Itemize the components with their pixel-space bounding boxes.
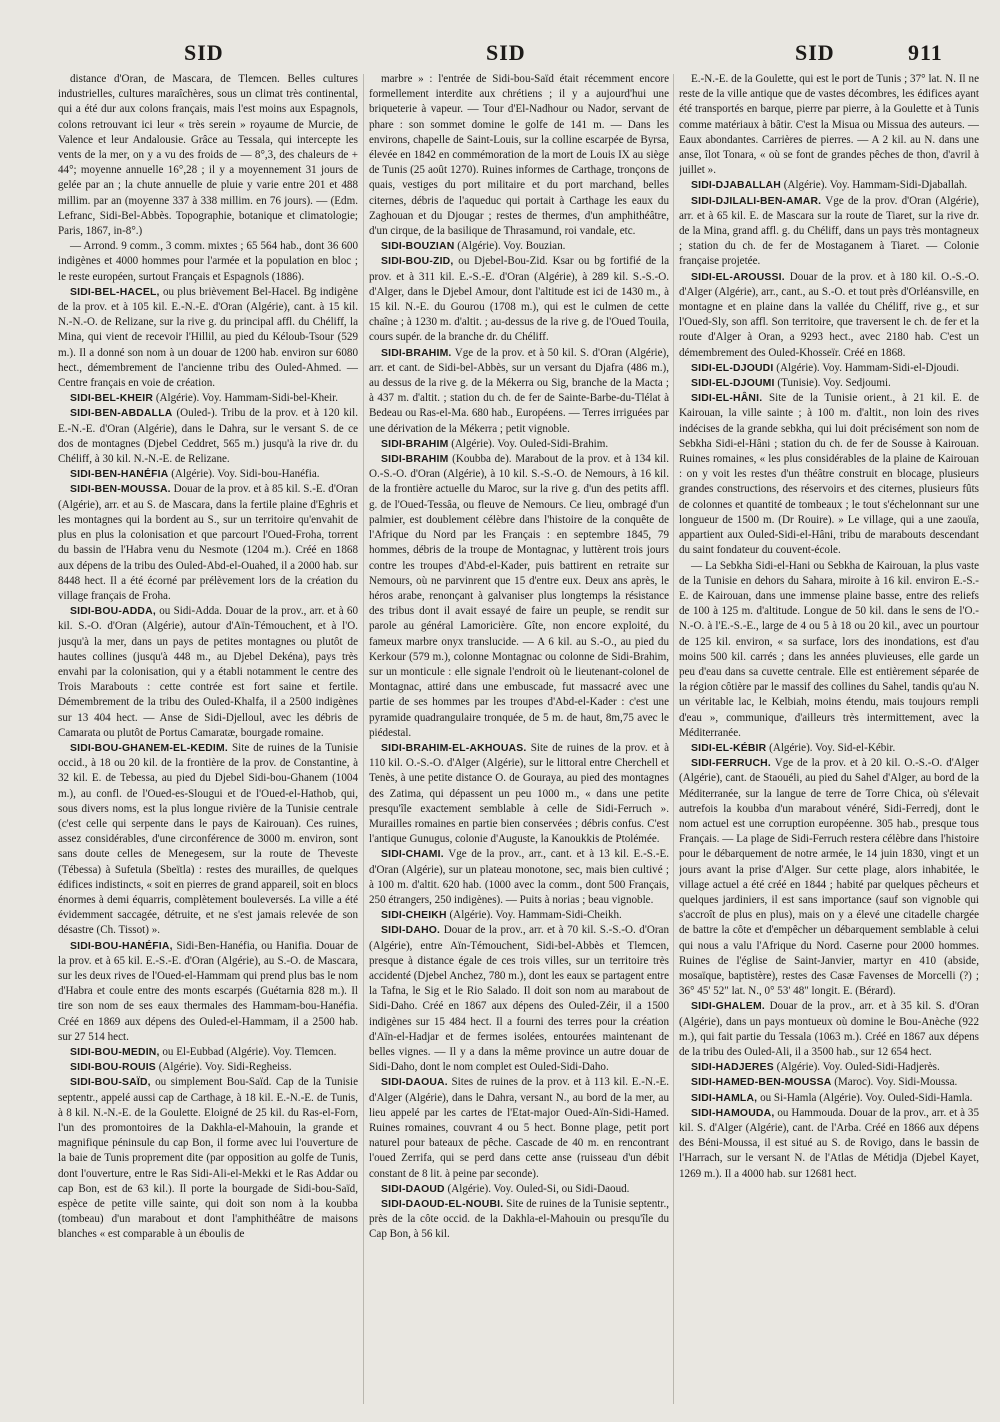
entry-text: (Algérie). Voy. Sid-el-Kébir.: [769, 741, 896, 754]
entry-text: ou El-Eubbad (Algérie). Voy. Tlemcen.: [162, 1046, 337, 1058]
entry-text: (Algérie). Voy. Ouled-Sidi-Hadjerès.: [776, 1061, 940, 1074]
entry-text: (Algérie). Voy. Ouled-Si, ou Sidi-Daoud.: [447, 1182, 630, 1195]
entry-headword: SIDI-CHEIKH: [381, 910, 447, 922]
entry-text: — Arrond. 9 comm., 3 comm. mixtes ; 65 564 hab., dont 36 600 indigènes et 4000 hommes pour l'armée et la population en bloc ; le reste européen, surtout Français et Espagnols (1886).: [58, 240, 358, 283]
dictionary-entry: [679, 1075, 979, 1090]
dictionary-entry: [58, 604, 358, 741]
entry-text: Site de ruines de la prov. et à 110 kil. O.-S.-O. d'Alger (Algérie), sur le littoral entre Cherchell et Tenès, à une petite distance O. de Gouraya, au pied des montagnes des Zatima, qui dépassent un peu 1000 m., « dans une petite presqu'île exactement semblable à celle de Sidi-Ferruch ». Murailles romaines en partie bien conservées ; débris confus. C'est l'antique Gunugus, colonie d'Auguste, la Kanoukkis de Ptolémée.: [369, 741, 669, 846]
dictionary-entry: [369, 908, 669, 923]
entry-headword: SIDI-DAOUD-EL-NOUBI.: [381, 1199, 504, 1211]
dictionary-entry: [369, 437, 669, 452]
running-head-right: SID: [795, 40, 835, 65]
dictionary-entry: [369, 452, 669, 741]
entry-headword: SIDI-BOU-ADDA,: [70, 606, 156, 618]
entry-text: Vge de la prov. et à 50 kil. S. d'Oran (Algérie), arr. et cant. de Sidi-bel-Abbès, sur un versant du Djafra (486 m.), au dessus de la rive g. de la Mékerra ou Sig, branche de la Macta ; à 437 m. d'altit. ; station du ch. de fer de Sainte-Barbe-du-Tlélat à Bedeau ou Ras-el-Ma. 680 hab., Européens. — Terres irriguées par une dérivation de la Mékerra ; petit vignoble.: [369, 346, 669, 435]
dictionary-entry: [58, 467, 358, 482]
entry-text: Sites de ruines de la prov. et à 113 kil. E.-N.-E. d'Alger (Algérie), dans le Dahra, versant N., au bord de la mer, au lieu appelé par les cartes de l'Etat-major Oued-Aïn-Sidi-Hamed. Ruines romaines, couvrant 4 ou 5 hect. Bonne plage, petit port naturel pour bateaux de pêche. Cascade de 40 m. en rencontrant l'oued Zerrifa, qui se perd dans cette anse (ruisseau d'un débit constant de 8 lit. à peine par seconde).: [369, 1076, 669, 1180]
column-2: [369, 72, 669, 1408]
dictionary-entry: [679, 72, 979, 178]
dictionary-entry: [679, 999, 979, 1060]
entry-text: — La Sebkha Sidi-el-Hani ou Sebkha de Kairouan, la plus vaste de la Tunisie en dehors du Sahara, miroite à 16 kil. environ E.-S.-E. de Kairouan, dans une immense plaine basse, entre des reliefs de 100 à 125 m. d'altitude. Longue de 50 kil. dans le sens de l'O.-N.-O. à l'E.-S.-E., large de 4 ou 5 à 18 ou 20 kil., avec un pourtour de 125 kil. environ, « sa surface, lors des inondations, est d'au moins 500 kil. carrés ; dans les années pluvieuses, elle garde un peu d'eau dans sa cuvette centrale. Elle est entièrement séparée de la région côtière par le massif des collines du Sahel, tandis qu'au N. un véritable lac, le Kelbiah, moins étendu, mais toujours rempli d'eau », communique, d'ailleurs très intermittement, avec la Méditerranée.: [679, 559, 979, 739]
dictionary-entry: [58, 285, 358, 391]
dictionary-entry: [679, 361, 979, 376]
entry-text: Douar de la prov. et à 85 kil. S.-E. d'Oran (Algérie), arr. et au S. de Mascara, dans la fertile plaine d'Eghris et les montagnes qui la bordent au S., sur un territoire qu'envahit de plus en plus la colonisation et que parcourt l'Oued-Froha, torrent du bassin de l'Habra venu du Nesmote (1204 m.). Créé en 1868 aux dépens de la tribu des Ouled-Abd-el-Ouahed, il a 2000 hab. sur 8448 hect. Il a été écorné par prélèvement lors de la création du village français de Froha.: [58, 483, 358, 602]
entry-headword: SIDI-BEN-ABDALLA: [70, 408, 173, 420]
running-head-center: SID: [486, 40, 526, 65]
entry-headword: SIDI-EL-HÂNI.: [691, 393, 763, 405]
entry-headword: SIDI-BRAHIM.: [381, 347, 452, 359]
dictionary-entry: [369, 741, 669, 847]
entry-text: (Algérie). Voy. Bouzian.: [457, 240, 566, 253]
entry-text: Vge de la prov. et à 20 kil. O.-S.-O. d'Alger (Algérie), cant. de Staouéli, au pied du Sahel d'Alger, au bord de la Méditerranée, sur la langue de terre de Torre Chica, où s'élevait autrefois la koubba d'un marabout vénéré, Sidi-Ferredj, dont le nom actuel est une corruption européenne. 305 hab., presque tous Français. — La plage de Sidi-Ferruch restera célèbre dans l'histoire pour le débarquement de notre armée, le 14 juin 1830, vingt et un jours avant la prise d'Alger. Sur cette plage, alors inhabitée, le village actuel a été créé en 1844 ; habité par quelques pêcheurs et quelques jardiniers, il est sans importance (sauf son vignoble qui s'accroît de plus en plus), mais on y a élevé une citadelle chargée de battre la côte et d'empêcher un débarquement semblable à celui qui nous a valu l'Afrique du Nord. Caserne pour 2000 hommes. Ruines de l'église de Saint-Janvier, martyr en 410 (abside, mosaïque, baptistère), restes des Casæ Favenses de Morcelli (?) ; 36° 45' 52" lat. N., 0° 53' 48" longit. E. (Bérard).: [679, 757, 979, 998]
dictionary-entry: [369, 1075, 669, 1181]
entry-text: Douar de la prov., arr. et à 35 kil. S. d'Oran (Algérie), dans un pays montueux où domine le Bou-Anèche (922 m.), qui fait partie du Tessala (1063 m.). Créé en 1867 aux dépens de la tribu des Ouled-Ali, il a 3500 hab., sur 12 654 hect.: [679, 1000, 979, 1058]
entry-text: (Algérie). Voy. Hammam-Sidi-Djaballah.: [783, 179, 968, 192]
dictionary-entry: [679, 741, 979, 756]
entry-text: Site de ruines de la Tunisie occid., à 18 ou 20 kil. de la frontière de la prov. de Constantine, à 32 kil. E. de Tebessa, au pied du Djebel Sidi-bou-Ghanem (1004 m.), au confl. de l'Oued-es-Slougui et de l'Oued-el-Hathob, qui, sous divers noms, est la plus longue rivière de la Tunisie centrale (c'est celle qui serpente dans le pays de Kairouan). Ces ruines, assez considérables, d'une circonférence de 3000 m. environ, sont sans doute celles de Menegesem, sur la route de Theveste (Tébessa) à Sufetula (Sbeïtla) : restes des murailles, de quelques édifices indistincts, « soit en pierres de grand appareil, soit en blocs énormes à demi équarris, complètement bouleversés. La ville a été évidemment saccagée, détruite, et ne s'est jamais relevée de son désastre (Ch. Tissot) ».: [58, 741, 358, 937]
dictionary-entry: [679, 756, 979, 999]
entry-headword: SIDI-GHALEM.: [691, 1001, 765, 1013]
dictionary-entry: [369, 923, 669, 1075]
entry-headword: SIDI-BRAHIM: [381, 454, 449, 466]
entry-headword: SIDI-DAOUA.: [381, 1077, 448, 1089]
entry-headword: SIDI-HAMLA,: [691, 1092, 758, 1104]
entry-headword: SIDI-BOU-SAÏD,: [70, 1077, 151, 1089]
entry-text: Site de ruines de la Tunisie septentr., près de la côte occid. de la Dakhla-el-Mahouin ou presqu'île du Cap Bon, à 56 kil.: [369, 1198, 669, 1241]
entry-headword: SIDI-BOUZIAN: [381, 241, 455, 253]
dictionary-entry: [58, 482, 358, 604]
dictionary-entry: [679, 1106, 979, 1182]
dictionary-entry: [679, 178, 979, 193]
dictionary-entry: [369, 72, 669, 239]
entry-headword: SIDI-DAHO.: [381, 925, 441, 937]
entry-text: ou plus brièvement Bel-Hacel. Bg indigène de la prov. et à 105 kil. E.-N.-E. d'Oran (Algérie), cant. à 15 kil. N.-N.-O. de Relizane, sur la rive g. du principal affl. du Chéliff, la Mina, qui vient de recevoir l'Hillil, au pied du Kéloub-Tsour (529 m.). Il a donné son nom à un douar de 1200 hab. environ sur 6080 hect., démembrement de l'ancienne tribu des Ouled-Ahmed. — Centre français en voie de création.: [58, 285, 358, 390]
column-3: [679, 72, 979, 1408]
dictionary-entry: [369, 346, 669, 437]
entry-headword: SIDI-HAMED-BEN-MOUSSA: [691, 1077, 832, 1089]
entry-text: (Maroc). Voy. Sidi-Moussa.: [834, 1076, 958, 1089]
entry-text: (Algérie). Voy. Hammam-Sidi-Cheikh.: [449, 909, 622, 922]
entry-headword: SIDI-CHAMI.: [381, 849, 444, 861]
entry-headword: SIDI-BEN-HANÉFIA: [70, 469, 169, 481]
entry-text: (Algérie). Voy. Hammam-Sidi-el-Djoudi.: [776, 361, 960, 374]
column-divider: [673, 74, 674, 1404]
entry-headword: SIDI-FERRUCH.: [691, 758, 771, 770]
entry-headword: SIDI-BEN-MOUSSA.: [70, 484, 171, 496]
entry-text: Douar de la prov. et à 180 kil. O.-S.-O. d'Alger (Algérie), arr., cant., au S.-O. et tout près d'Orléansville, en montagne et en plaine dans la vallée du Chéliff, rive g., et sur l'Oued-Sly, son affl. Son territoire, que traversent le ch. de fer et la route d'Alger à Oran, a 9293 hect., avec 2180 hab. C'est un démembrement des Ouled-Khosseïr. Créé en 1868.: [679, 270, 979, 359]
entry-text: distance d'Oran, de Mascara, de Tlemcen. Belles cultures industrielles, cultures maraîchères, sous un climat très continental, qui a été dur aux colons français, mais l'est moins aux Espagnols, colons retrouvant ici leur « très serein » royaume de Murcie, de Valence et leur Andalousie. Grâce au Tessala, qui intercepte les vents de la mer, on y a vu des froids de — 8°,3, des chaleurs de + 44°; moyenne annuelle 16°,28 ; il y a moyennement 31 jours de gelée par an ; la chute annuelle de pluie y varie entre 201 et 488 millim. par an (moyenne 337 à 338 millim. en 76 jours). — (Edm. Lefranc, Sidi-Bel-Abbès. Topographie, botanique et climatologie; Paris, 1867, in-8°.): [58, 73, 358, 238]
entry-headword: SIDI-BRAHIM: [381, 438, 449, 450]
entry-headword: SIDI-BOU-GHANEM-EL-KEDIM.: [70, 742, 228, 754]
entry-text: (Koubba de). Marabout de la prov. et à 134 kil. O.-S.-O. d'Oran (Algérie), à 10 kil. S.-S.-O. de Nemours, à 16 kil. de la frontière actuelle du Maroc, sur la rive g. d'un des petits affl. g. de l'Oued-Tessâa, ou fleuve de Nemours. Ce lieu, ombragé d'un palmier, est doublement célèbre dans l'histoire de la conquête de l'Afrique du Nord par les Français : en septembre 1845, 79 hommes, débris de la troupe de Montagnac, y luttèrent trois jours contre les troupes d'Abd-el-Kader, puis battirent en retraite sur Nemours, où ne parvinrent que 15 d'entre eux. Deux ans après, le héros arabe, renonçant à galvaniser plus longtemps la résistance des tribus dont il avait essayé de faire un peuple, se rendit sur parole au général Lamoricière. Gîte, non encore exploité, du fameux marbre onyx translucide. — A 6 kil. au S.-O., au pied du Kerkour (579 m.), colonne Montagnac ou colonne de Sidi-Brahim, sur un monticule : elle signale l'endroit où le lieutenant-colonel de Montagnac, attiré dans une embuscade, fut massacré avec une partie de ses hommes par les troupes d'Abd-el-Kader : c'est une pyramide quadrangulaire tronquée, de 5 m. de haut, 8m,75 avec le piédestal.: [369, 453, 669, 739]
dictionary-entry: [679, 194, 979, 270]
entry-text: (Tunisie). Voy. Sedjoumi.: [777, 377, 891, 390]
entry-text: (Algérie). Voy. Hammam-Sidi-bel-Kheir.: [155, 392, 339, 405]
entry-text: ou Djebel-Bou-Zid. Ksar ou bg fortifié de la prov. et à 311 kil. E.-S.-E. d'Oran (Algérie), à 289 kil. S.-S.-O. d'Alger, dans le Djebel Amour, dont l'altitude est ici de 1430 m., à 15 kil. N.-E. du Gourou (1708 m.), qui est le culmen de cette chaîne ; à 1230 m. d'altit. ; au-dessus de la rive g. de l'Oued Touila, cours supér. de la branche dr. du Chéliff.: [369, 255, 669, 344]
entry-headword: SIDI-BOU-ROUIS: [70, 1062, 156, 1074]
entry-headword: SIDI-EL-AROUSSI.: [691, 271, 785, 283]
dictionary-entry: [369, 847, 669, 908]
dictionary-entry: [58, 1075, 358, 1242]
entry-text: (Algérie). Voy. Sidi-Regheiss.: [158, 1061, 292, 1074]
entry-headword: SIDI-DAOUD: [381, 1183, 445, 1195]
dictionary-entry: [58, 939, 358, 1045]
dictionary-entry: [369, 1197, 669, 1243]
entry-text: (Algérie). Voy. Ouled-Sidi-Brahim.: [451, 437, 609, 450]
entry-headword: SIDI-BOU-HANÉFIA,: [70, 940, 173, 952]
dictionary-entry: [679, 559, 979, 741]
entry-text: ou Hammouda. Douar de la prov., arr. et à 35 kil. S. d'Alger (Algérie), cant. de l'Arba. Créé en 1866 aux dépens des Béni-Moussa, il est situé au S. de Rovigo, dans le bassin de l'Harrach, sur le versant N. de l'Atlas de Métidja (Djebel Kayet, 1269 m.). Il a 4000 hab. sur 12681 hect.: [679, 1106, 979, 1180]
entry-headword: SIDI-DJABALLAH: [691, 180, 781, 192]
entry-headword: SIDI-EL-DJOUDI: [691, 362, 774, 374]
dictionary-entry: [58, 1060, 358, 1075]
dictionary-entry: [58, 239, 358, 285]
entry-text: ou Si-Hamla (Algérie). Voy. Ouled-Sidi-Hamla.: [760, 1091, 973, 1104]
dictionary-entry: [58, 406, 358, 467]
dictionary-entry: [369, 254, 669, 345]
entry-text: Vge de la prov. d'Oran (Algérie), arr. et à 65 kil. E. de Mascara sur la route de Tiaret, sur la rive dr. de la Mina, grand affl. g. du Chéliff, dans un pays très montagneux ; station du ch. de fer de Mostaganem à Tiaret. — Colonie française projetée.: [679, 194, 979, 268]
dictionary-entry: [679, 270, 979, 361]
column-divider: [363, 74, 364, 1404]
entry-text: Vge de la prov., arr., cant. et à 13 kil. E.-S.-E. d'Oran (Algérie), sur un plateau monotone, sec, mais bien cultivé ; à 100 m. d'altit. 620 hab. (1000 avec la comm., dont 500 Français, 250 étrangers, 250 indigènes). — Puits à norias ; beau vignoble.: [369, 848, 669, 906]
entry-headword: SIDI-HADJERES: [691, 1062, 774, 1074]
dictionary-entry: [58, 741, 358, 939]
page-number: 911: [908, 40, 943, 65]
entry-text: marbre » : l'entrée de Sidi-bou-Saïd était récemment encore formellement interdite aux chrétiens ; il y a aujourd'hui une briqueterie à vapeur. — Tour d'El-Nadhour ou Nador, servant de phare : son sommet domine le golfe de 141 m. — Dans les environs, chapelle de Saint-Louis, sur la colline escarpée de Byrsa, élevée en 1842 en commémoration de la mort de Louis IX au siège de Tunis (25 août 1270). Ruines informes de Carthage, tronçons de quais, vestiges du port militaire et du port marchand, belles citernes, débris de l'aqueduc qui portait à Carthage les eaux du Zaghouan et du Djougar ; restes de thermes, d'un amphithéâtre, d'un cirque, de la basilique de Thrasamund, roi vandale, etc.: [369, 73, 669, 238]
entry-headword: SIDI-BOU-MEDIN,: [70, 1047, 160, 1058]
entry-text: Site de la Tunisie orient., à 21 kil. E. de Kairouan, la ville sainte ; à 100 m. d'altit., non loin des rives indécises de la grande sebkha, qui lui doit précisément son nom de Sebkha Sidi-el-Hâni ; station du ch. de fer de Sousse à Kairouan. Ruines romaines, « les plus considérables de la plaine de Kairouan : on y voit les restes d'un théâtre construit en blocage, plusieurs grandes constructions, des réservoirs et des citernes, plusieurs fûts de colonnes et quantité de tombeaux ; le tout s'échelonnant sur une longueur de 1500 m. (Dr Rouire). » Le village, qui a une zaouïa, appartient aux Ouled-Sidi-el-Hâni, tribu de marabouts descendant du saint fondateur du couvent-école.: [679, 392, 979, 557]
dictionary-entry: [58, 1045, 358, 1060]
entry-headword: SIDI-BEL-HACEL,: [70, 286, 160, 298]
entry-headword: SIDI-DJILALI-BEN-AMAR.: [691, 195, 822, 207]
dictionary-entry: [679, 1091, 979, 1106]
dictionary-entry: [369, 239, 669, 254]
running-head-left: SID: [184, 40, 224, 65]
entry-text: ou Sidi-Adda. Douar de la prov., arr. et à 60 kil. S.-O. d'Oran (Algérie), autour d'Aïn-Témouchent, et à l'O. jusqu'à la mer, dans un pays de petites montagnes ou plutôt de hautes collines (jusqu'à 448 m., au Djebel Dekéna), pays très envahi par la colonisation, qui y a établi notamment le centre des Trois Marabouts : cette contrée est fort saine et fertile. Démembrement de la tribu des Ouled-Khalfa, il a 2500 indigènes sur 13 404 hect. — Anse de Sidi-Djelloul, avec les débris de Camarata ou plutôt de Portus Camaratæ, bourgade romaine.: [58, 605, 358, 739]
entry-text: (Algérie). Voy. Sidi-bou-Hanéfia.: [171, 468, 320, 481]
entry-headword: SIDI-BOU-ZID,: [381, 256, 454, 268]
entry-headword: SIDI-BRAHIM-EL-AKHOUAS.: [381, 742, 527, 754]
dictionary-entry: [679, 1060, 979, 1075]
entry-text: Douar de la prov., arr. et à 70 kil. S.-S.-O. d'Oran (Algérie), entre Aïn-Témouchent, Sidi-bel-Abbès et Tlemcen, presque à distance égale de ces trois villes, sur un territoire très accidenté (Djebel Anchez, 780 m.), dont les eaux se partagent entre la Tafna, le Sig et le Rio Salado. Il doit son nom au marabout de Sidi-Daho. Créé en 1867 aux dépens des Ouled-Zéir, il a 1500 indigènes sur 15 484 hect. Il a fourni des terres pour la création d'Aïn-el-Hadjar et de fermes isolées, entourées maintenant de belles vignes. — Il y a dans la même province un autre douar de Sidi-Daho, dont le nom complet est Ouled-Sidi-Daho.: [369, 924, 669, 1074]
entry-text: Sidi-Ben-Hanéfia, ou Hanifia. Douar de la prov. et à 65 kil. E.-S.-E. d'Oran (Algérie), au S.-O. de Mascara, sur les deux rives de l'Oued-el-Hammam qui prend plus bas le nom d'Habra et coule entre des monts escarpés (Guétarnia 828 m.). Il tire son nom de ses eaux thermales des Hammam-bou-Hanéfia. Créé en 1869 aux dépens des Ouled-el-Hammam, il a 2500 hab. sur 27 514 hect.: [58, 939, 358, 1043]
entry-headword: SIDI-BEL-KHEIR: [70, 393, 154, 405]
entry-text: E.-N.-E. de la Goulette, qui est le port de Tunis ; 37° lat. N. Il ne reste de la ville antique que de vastes décombres, les édifices ayant été transportés en barque, pierre par pierre, à la Goulette et à Tunis comme matériaux à bâtir. C'est la Misua ou Missua des auteurs. — Eaux abondantes. Carrières de pierres. — A 2 kil. au N. dans une anse, îlot Tonara, « où se font de grandes pêches de thon, d'avril à juillet ».: [679, 73, 979, 177]
dictionary-entry: [369, 1182, 669, 1197]
entry-text: (Ouled-). Tribu de la prov. et à 120 kil. E.-N.-E. d'Oran (Algérie), dans le Dahra, sur le versant S. de ce dos de montagnes (Djebel Ceddret, 565 m.) jusqu'à la rive dr. du Chéliff, à 30 kil. N.-N.-E. de Relizane.: [58, 407, 358, 466]
column-1: [58, 72, 358, 1408]
entry-headword: SIDI-EL-DJOUMI: [691, 378, 775, 390]
dictionary-entry: [679, 376, 979, 391]
dictionary-entry: [58, 391, 358, 406]
entry-text: ou simplement Bou-Saïd. Cap de la Tunisie septentr., appelé aussi cap de Carthage, à 18 kil. E.-N.-E. de Tunis, à 8 kil. N.-N.-E. de la Goulette. Eloigné de 25 kil. du Ras-el-Forn, l'un des promontoires de la Dakhla-el-Mahouin, la grande et magnifique péninsule du cap Bon, il forme avec lui l'ouverture de la baie de Tunis proprement dite (par opposition au golfe de Tunis, dont l'ouverture, entre le Ras Sidi-Ali-el-Mekki et le Ras Addar ou cap Bon, est de 63 kil.). Il porte la bourgade de Sidi-bou-Saïd, espèce de petite ville sainte, qui doit son nom à la koubba (tombeau) d'un marabout et dont l'amphithéâtre de maisons blanches « est comparable à un éboulis de: [58, 1076, 358, 1241]
dictionary-entry: [679, 391, 979, 558]
dictionary-entry: [58, 72, 358, 239]
entry-headword: SIDI-EL-KÉBIR: [691, 742, 767, 754]
entry-headword: SIDI-HAMOUDA,: [691, 1107, 775, 1119]
